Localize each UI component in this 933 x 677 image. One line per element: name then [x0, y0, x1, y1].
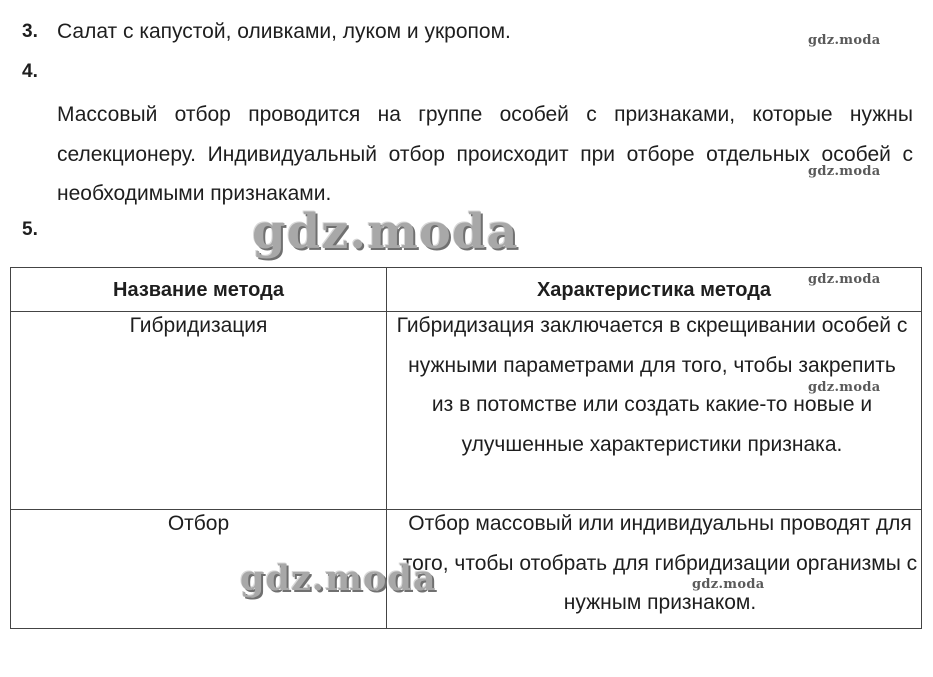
item-5-number: 5. — [22, 219, 38, 240]
watermark: gdz.moda — [808, 272, 881, 287]
table-row-1-method: Гибридизация — [129, 314, 268, 337]
item-3-text: Салат с капустой, оливками, луком и укропом. — [57, 20, 511, 43]
watermark: gdz.moda — [240, 558, 437, 599]
table-header-method: Название метода — [113, 279, 284, 301]
watermark: gdz.moda — [252, 204, 519, 260]
table-row-2-method: Отбор — [167, 512, 230, 535]
watermark: gdz.moda — [808, 380, 881, 395]
watermark: gdz.moda — [808, 164, 881, 179]
table-row-2-description: Отбор массовый или индивидуальны проводят для того, чтобы отобрать для гибридизации организмы с нужным признаком. — [402, 512, 918, 614]
methods-table — [10, 267, 922, 629]
item-3-number: 3. — [22, 21, 38, 42]
table-header-description: Характеристика метода — [536, 279, 772, 301]
item-4-text: Массовый отбор проводится на группе особей с признаками, которые нужны селекционеру. Индивидуальный отбор происходит при отборе отдельных особей с необходимыми признаками. — [57, 103, 913, 205]
watermark: gdz.moda — [692, 577, 765, 592]
watermark: gdz.moda — [808, 33, 881, 48]
item-4-number: 4. — [22, 61, 38, 82]
table-row-1-description: Гибридизация заключается в скрещивании особей с нужными параметрами для того, чтобы закрепить из в потомстве или создать какие-то новые и улучшенные характеристики признака. — [396, 314, 908, 456]
